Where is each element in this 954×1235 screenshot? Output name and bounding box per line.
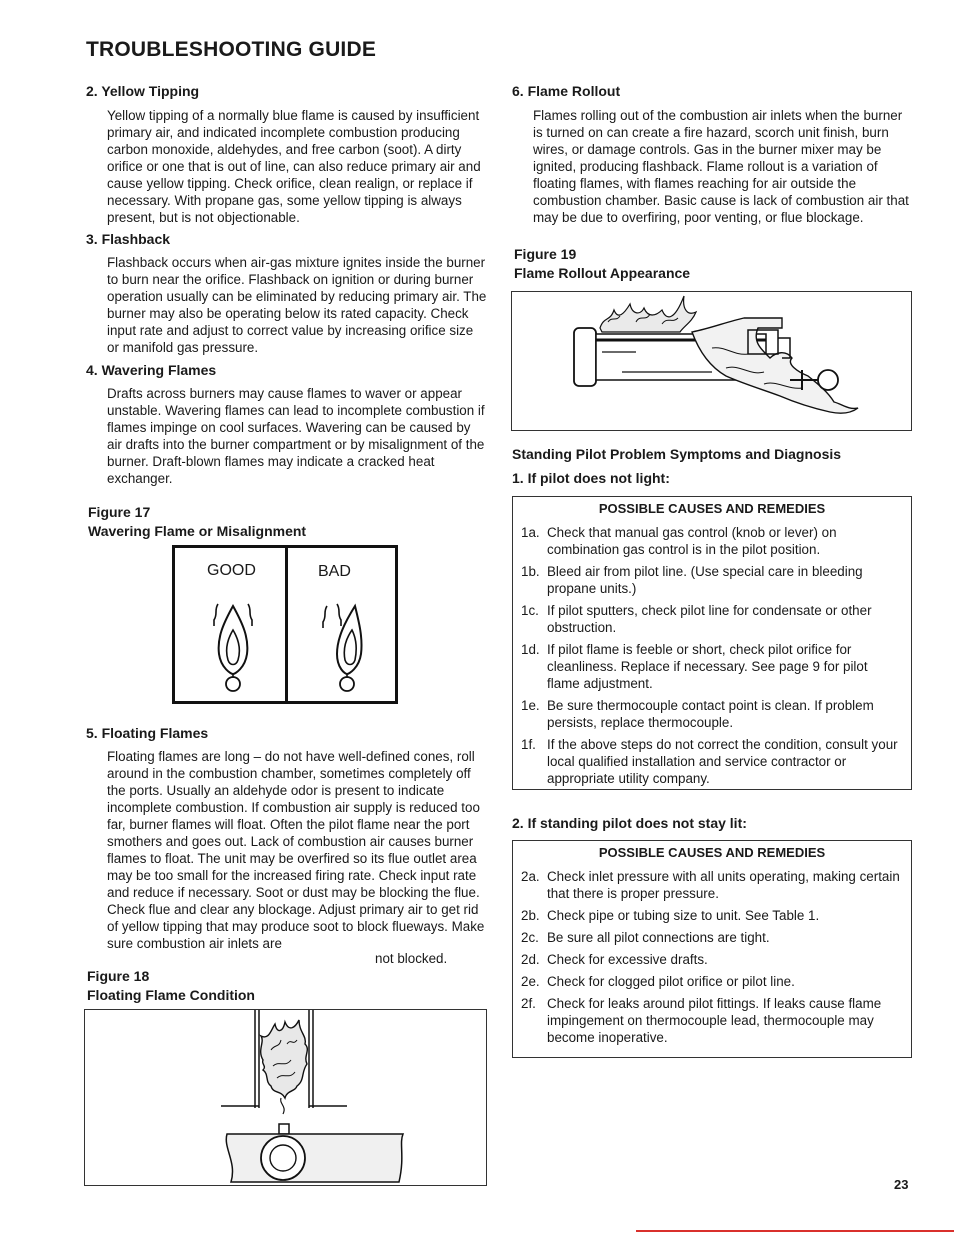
figure17-label: Figure 17 — [88, 504, 151, 520]
remedy-item — [521, 697, 911, 731]
remedy-number: 1b. — [521, 564, 540, 579]
remedy-number: 1f. — [521, 737, 536, 752]
text-floating-flames: Floating flames are long – do not have well-defined cones, roll around in the combustion chamber, sometimes completely off the ports. Usually an aldehyde odor is present to indicate incomplete combustion. If combustion air supply is reduced too far, burner flames will float. Often the pilot flame near the port smothers and goes out. Lack of combustion air causes burner flames to float. The unit may be overfired so its flue outlet area may be too small for the increased firing rate. Check input rate and reduce if necessary. Soot or dust may be blocking the flue. Check flue and clear any blockage. Adjust primary air to get rid of yellow tipping that may produce soot to block flueways. Make sure combustion air inlets are — [107, 749, 485, 951]
heading-floating-flames: 5. Floating Flames — [86, 725, 209, 741]
heading-flame-rollout: 6. Flame Rollout — [512, 83, 621, 99]
subheading-pilot-not-light: 1. If pilot does not light: — [512, 470, 670, 486]
figure18-label: Figure 18 — [87, 968, 150, 984]
remedies-box-1-header: POSSIBLE CAUSES AND REMEDIES — [598, 501, 826, 516]
good-flame-icon — [203, 596, 263, 694]
page-title: TROUBLESHOOTING GUIDE — [86, 38, 377, 61]
remedy-item — [521, 951, 911, 968]
remedy-number: 1c. — [521, 603, 539, 618]
remedy-number: 2f. — [521, 996, 536, 1011]
remedy-item — [521, 907, 911, 924]
bad-flame-icon — [315, 596, 375, 694]
remedy-number: 1a. — [521, 525, 540, 540]
remedy-item — [521, 995, 911, 1046]
remedy-item — [521, 973, 911, 990]
remedies-list-1 — [513, 524, 911, 787]
figure18-caption: Floating Flame Condition — [87, 987, 255, 1003]
remedy-text: Check for excessive drafts. — [547, 952, 708, 967]
figure17-bad-label: BAD — [318, 563, 351, 580]
flame-rollout-illustration — [512, 292, 911, 430]
figure19-caption: Flame Rollout Appearance — [514, 265, 691, 281]
subheading-pilot-not-stay-lit: 2. If standing pilot does not stay lit: — [512, 815, 747, 831]
remedies-box-2-header: POSSIBLE CAUSES AND REMEDIES — [598, 845, 826, 860]
figure18-diagram — [84, 1009, 487, 1186]
floating-flame-illustration — [85, 1010, 486, 1185]
page-number: 23 — [894, 1177, 909, 1192]
remedy-text: If the above steps do not correct the condition, consult your local qualified installation and service contractor or appropriate utility company. — [547, 737, 898, 786]
figure17-divider — [285, 548, 288, 701]
text-flame-rollout: Flames rolling out of the combustion air inlets when the burner is turned on can create a fire hazard, scorch unit finish, burn wires, or damage controls. Gas in the burner mixer may be ignited, producing flashback. Flame rollout is a variation of floating flames, with flames reaching for air outside the combustion chamber. Basic cause is lack of combustion air that may be due to overfiring, poor venting, or flue blockage. — [533, 108, 909, 225]
remedy-number: 1d. — [521, 642, 540, 657]
remedies-box-2 — [512, 840, 912, 1058]
remedy-text: Check for leaks around pilot fittings. If leaks cause flame impingement on thermocouple lead, thermocouple may become inoperative. — [547, 996, 882, 1045]
remedy-text: Check pipe or tubing size to unit. See Table 1. — [547, 908, 820, 923]
figure17-good-label: GOOD — [207, 562, 256, 579]
figure19-label: Figure 19 — [514, 246, 577, 262]
heading-standing-pilot: Standing Pilot Problem Symptoms and Diagnosis — [512, 446, 842, 462]
text-wavering-flames: Drafts across burners may cause flames to waver or appear unstable. Wavering flames can lead to incomplete combustion if flames impinge on cool surfaces. Wavering can be caused by air drafts into the burner compartment or by misalignment of the burner. Draft-blown flames may indicate a cracked heat exchanger. — [107, 386, 485, 486]
remedy-item — [521, 868, 911, 902]
remedies-list-2 — [513, 868, 911, 1046]
remedy-number: 2c. — [521, 930, 539, 945]
remedies-box-1 — [512, 496, 912, 790]
remedy-text: Check inlet pressure with all units operating, making certain that there is proper pressure. — [547, 869, 900, 901]
remedy-text: Check for clogged pilot orifice or pilot line. — [547, 974, 795, 989]
figure17-diagram — [172, 545, 398, 704]
remedy-number: 1e. — [521, 698, 540, 713]
text-floating-flames-tail: not blocked. — [375, 951, 448, 966]
remedy-item — [521, 929, 911, 946]
remedy-number: 2d. — [521, 952, 540, 967]
remedy-item — [521, 641, 911, 692]
remedy-item — [521, 563, 911, 597]
remedy-item — [521, 524, 911, 558]
remedy-number: 2a. — [521, 869, 540, 884]
text-flashback: Flashback occurs when air-gas mixture ignites inside the burner to burn near the orifice. Flashback on ignition or during burner operation usually can be eliminated by reducing primary air. The burner may also be operating below its rated capacity. Check input rate and adjust to correct value by increasing orifice size or manifold gas pressure. — [107, 255, 487, 355]
remedy-item — [521, 736, 911, 787]
remedy-text: Be sure all pilot connections are tight. — [547, 930, 770, 945]
figure17-caption: Wavering Flame or Misalignment — [88, 523, 307, 539]
remedy-text: If pilot sputters, check pilot line for condensate or other obstruction. — [547, 603, 872, 635]
remedy-item — [521, 602, 911, 636]
footer-accent-line — [636, 1230, 954, 1232]
remedy-number: 2b. — [521, 908, 540, 923]
figure19-diagram — [511, 291, 912, 431]
heading-wavering-flames: 4. Wavering Flames — [86, 362, 217, 378]
heading-yellow-tipping: 2. Yellow Tipping — [86, 83, 200, 99]
remedy-text: Check that manual gas control (knob or lever) on combination gas control is in the pilot position. — [547, 525, 837, 557]
text-yellow-tipping: Yellow tipping of a normally blue flame is caused by insufficient primary air, and indicated incomplete combustion producing carbon monoxide, aldehydes, and free carbon (soot). A dirty orifice or one that is out of line, can also reduce primary air and cause yellow tipping. Check orifice, clean realign, or replace if necessary. With propane gas, some yellow tipping is always present, but is not objectionable. — [107, 108, 481, 225]
heading-flashback: 3. Flashback — [86, 231, 171, 247]
remedy-number: 2e. — [521, 974, 540, 989]
remedy-text: If pilot flame is feeble or short, check pilot orifice for cleanliness. Replace if necessary. See page 9 for pilot flame adjustment. — [547, 642, 868, 691]
remedy-text: Be sure thermocouple contact point is clean. If problem persists, replace thermocouple. — [547, 698, 874, 730]
remedy-text: Bleed air from pilot line. (Use special care in bleeding propane units.) — [547, 564, 863, 596]
